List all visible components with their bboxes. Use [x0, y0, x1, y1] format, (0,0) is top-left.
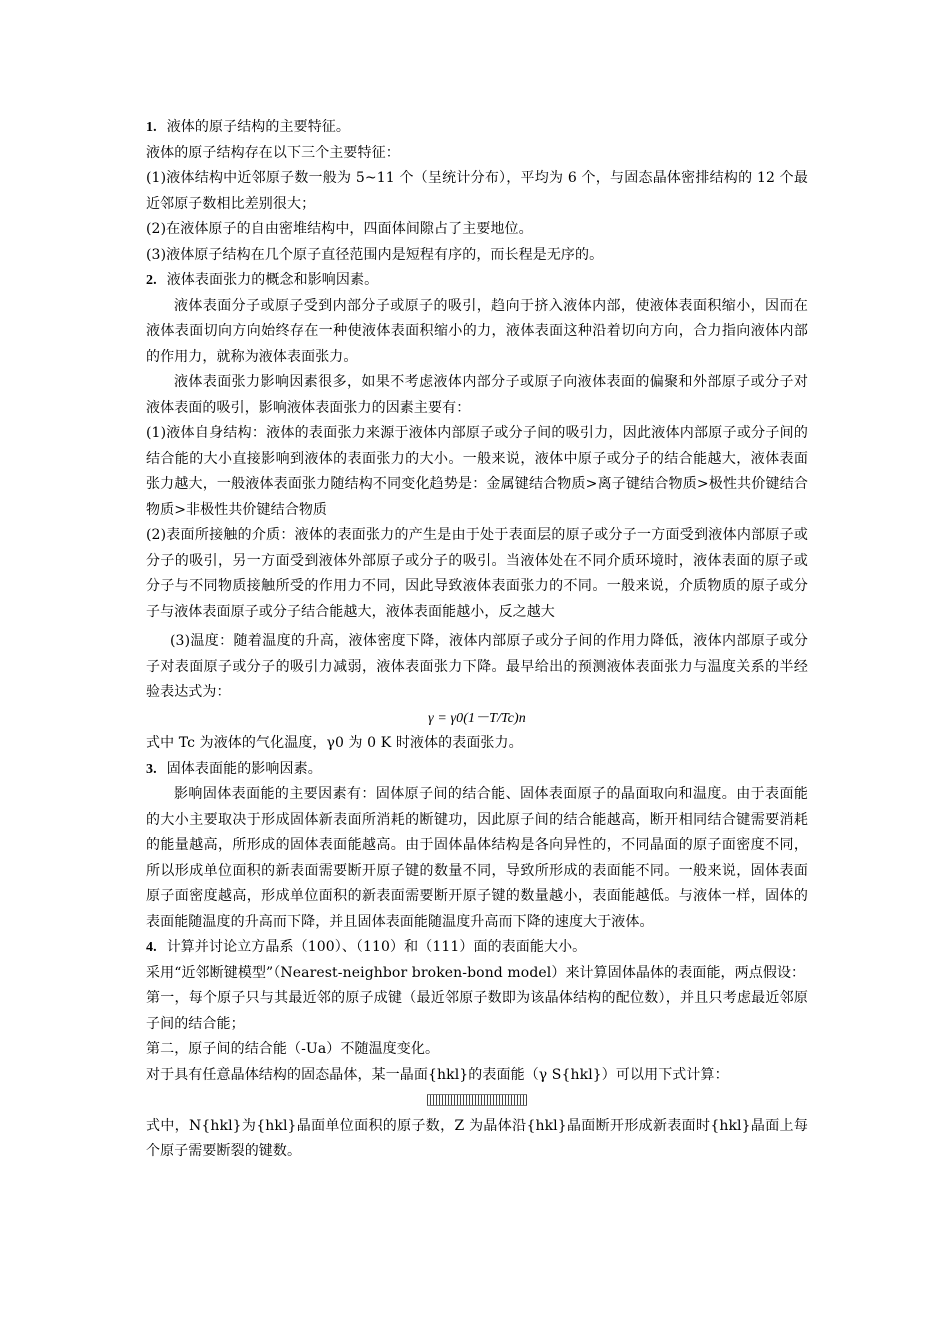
paragraph: 第二，原子间的结合能（-Ua）不随温度变化。 [146, 1041, 440, 1057]
section-title: 液体的原子结构的主要特征。 [166, 119, 351, 135]
section-3-heading [146, 757, 808, 783]
section-title: 固体表面能的影响因素。 [166, 760, 322, 777]
document-body [146, 115, 808, 1165]
section-number: 4. [146, 940, 157, 955]
paragraph: 式中，N{hkl}为{hkl}晶面单位面积的原子数，Z 为晶体沿{hkl}晶面断开形成新表面时{hkl}晶面上每个原子需要断裂的键数。 [146, 1117, 808, 1159]
paragraph: 式中 Tc 为液体的气化温度，γ0 为 0 K 时液体的表面张力。 [146, 735, 523, 751]
section-2-heading [146, 268, 808, 294]
paragraph: (1)液体结构中近邻原子数一般为 5~11 个（呈统计分布），平均为 6 个，与固态晶体密排结构的 12 个最近邻原子数相比差别很大； [146, 170, 808, 212]
section-number: 2. [146, 273, 157, 288]
paragraph: 影响固体表面能的主要因素有：固体原子间的结合能、固体表面原子的晶面取向和温度。由于表面能的大小主要取决于形成固体新表面所消耗的断键功，因此原子间的结合能越高，断开相同结合键需要消耗的能量越高，所形成的固体表面能越高。由于固体晶体结构是各向异性的，不同晶面的原子面密度不同，所以形成单位面积的新表面需要断开原子键的数量不同，导致所形成的表面能不同。一般来说，固体表面原子面密度越高，形成单位面积的新表面需要断开原子键的数量越小，表面能越低。与液体一样，固体的表面能随温度的升高而下降，并且固体表面能随温度升高而下降的速度大于液体。 [146, 786, 808, 930]
section-title: 液体表面张力的概念和影响因素。 [166, 272, 379, 288]
paragraph: (1)液体自身结构：液体的表面张力来源于液体内部原子或分子间的吸引力，因此液体内部原子或分子间的结合能的大小直接影响到液体的表面张力的大小。一般来说，液体中原子或分子的结合能越大，液体表面张力越大，一般液体表面张力随结构不同变化趋势是：金属键结合物质>离子键结合物质>极性共价键结合物质>非极性共价键结合物质 [146, 425, 808, 518]
paragraph: 液体表面张力影响因素很多，如果不考虑液体内部分子或原子向液体表面的偏聚和外部原子或分子对液体表面的吸引，影响液体表面张力的因素主要有： [146, 374, 808, 416]
paragraph: 液体表面分子或原子受到内部分子或原子的吸引，趋向于挤入液体内部，使液体表面积缩小，因而在液体表面切向方向始终存在一种使液体表面积缩小的力，液体表面这种沿着切向方向，合力指向液体内部的作用力，就称为液体表面张力。 [146, 297, 808, 365]
paragraph: 对于具有任意晶体结构的固态晶体，某一晶面{hkl}的表面能（γ S{hkl}）可以用下式计算： [146, 1066, 729, 1083]
paragraph: 采用“近邻断键模型”（Nearest-neighbor broken-bond model）来计算固体晶体的表面能，两点假设： [146, 964, 806, 981]
section-4-heading [146, 935, 808, 961]
paragraph: (2)表面所接触的介质：液体的表面张力的产生是由于处于表面层的原子或分子一方面受到液体内部原子或分子的吸引，另一方面受到液体外部原子或分子的吸引。当液体处在不同介质环境时，液体表面的原子或分子与不同物质接触所受的作用力不同，因此导致液体表面张力的不同。一般来说，介质物质的原子或分子与液体表面原子或分子结合能越大，液体表面能越小，反之越大 [146, 527, 808, 620]
paragraph: 第一，每个原子只与其最近邻的原子成键（最近邻原子数即为该晶体结构的配位数），并且只考虑最近邻原子间的结合能； [146, 990, 808, 1032]
paragraph: (3)液体原子结构在几个原子直径范围内是短程有序的，而长程是无序的。 [146, 246, 604, 263]
section-title: 计算并讨论立方晶系（100）、（110）和（111）面的表面能大小。 [166, 939, 587, 955]
section-1-heading [146, 115, 808, 141]
surface-energy-formula-image [146, 1088, 808, 1114]
paragraph: (3)温度：随着温度的升高，液体密度下降，液体内部原子或分子间的作用力降低，液体内部原子或分子对表面原子或分子的吸引力减弱，液体表面张力下降。最早给出的预测液体表面张力与温度关系的半经验表达式为： [146, 633, 808, 700]
paragraph: 液体的原子结构存在以下三个主要特征： [146, 144, 400, 161]
surface-tension-formula: γ = γ0(1－T/Tc)n [428, 710, 526, 726]
section-number: 1. [146, 120, 157, 135]
formula-glyphs [427, 1094, 527, 1106]
paragraph: (2)在液体原子的自由密堆结构中，四面体间隙占了主要地位。 [146, 221, 533, 237]
section-number: 3. [146, 761, 157, 777]
